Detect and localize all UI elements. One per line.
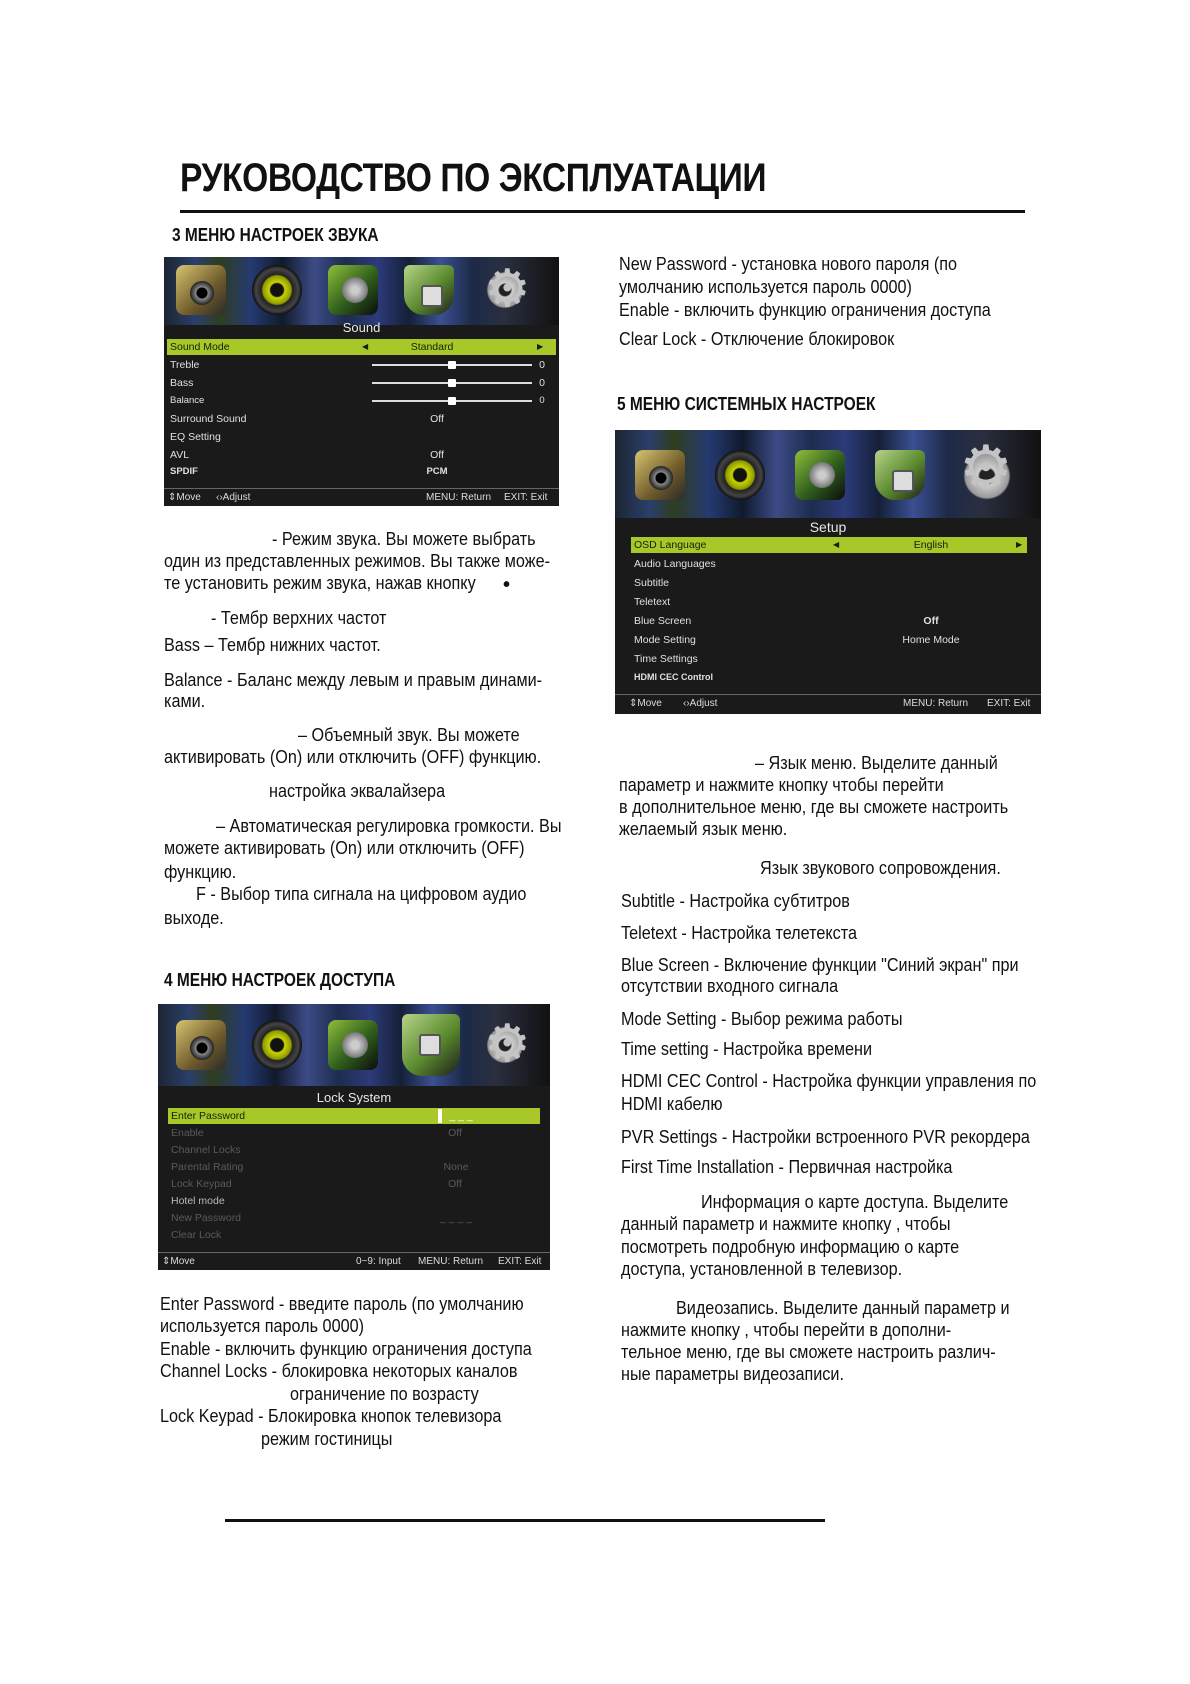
menu-row-blue-screen: Blue Screen Off [634,615,939,627]
menu-icon-bar [158,1004,550,1086]
setup-gear-icon [480,265,530,315]
menu-row-bass: Bass 0 [170,377,545,389]
menu-footer: ⇕ Move 0~9: Input MENU: Return EXIT: Exit [158,1252,550,1270]
menu-row-enter-password: Enter Password _ _ _ [168,1108,540,1124]
menu-row-enable: Enable Off [171,1127,462,1139]
menu-icon-bar [164,257,559,325]
menu-row-mode-setting: Mode Setting Home Mode [634,634,960,646]
surround-text-2: активировать (On) или отключить (OFF) функцию. [164,747,542,767]
footer-divider [225,1519,825,1522]
menu-row-osd-language: OSD Language ◀ English ▶ [631,537,1027,553]
channel-icon [328,265,378,315]
menu-row-sound-mode: Sound Mode ◀ Standard ▶ [167,339,556,355]
osd-language-text: – Язык меню. Выделите данный [755,753,998,773]
menu-row-new-password: New Password _ _ _ _ [171,1212,473,1224]
mode-setting-text: Mode Setting - Выбор режима работы [621,1009,903,1029]
channel-locks-text: Channel Locks - блокировка некоторых каналов [160,1361,518,1381]
menu-row-teletext: Teletext [634,596,671,608]
header-divider [180,210,1025,213]
avl-text-3: функцию. [164,862,237,882]
lock-menu-screenshot [158,1004,550,1270]
blue-screen-text: Blue Screen - Включение функции "Синий экран" при [621,955,1019,975]
osd-language-text-3: в дополнительное меню, где вы сможете настроить [619,797,1009,817]
setup-gear-icon [955,444,1019,508]
avl-text: – Автоматическая регулировка громкости. Вы [216,816,562,836]
menu-row-parental-rating: Parental Rating None [171,1161,469,1173]
menu-footer: ⇕ Move ‹› Adjust MENU: Return EXIT: Exit [615,694,1041,714]
pvr-text-3: тельное меню, где вы сможете настроить различ- [621,1342,996,1362]
enter-password-text: Enter Password - введите пароль (по умолчанию [160,1294,524,1314]
spdif-text-2: выходе. [164,908,224,928]
menu-row-avl: AVL Off [170,449,444,461]
channel-icon [328,1020,378,1070]
menu-row-clear-lock: Clear Lock [171,1229,222,1241]
menu-row-balance: Balance 0 [170,395,545,406]
avl-text-2: можете активировать (On) или отключить (OFF) [164,838,525,858]
pvr-text: Видеозапись. Выделите данный параметр и [676,1298,1010,1318]
balance-text-2: ками. [164,691,206,711]
picture-icon [176,1020,226,1070]
page-title: РУКОВОДСТВО ПО ЭКСПЛУАТАЦИИ [180,156,767,200]
pvr-settings-text: PVR Settings - Настройки встроенного PVR рекордера [621,1127,1030,1147]
blue-screen-text-2: отсутствии входного сигнала [621,976,839,996]
menu-row-lock-keypad: Lock Keypad Off [171,1178,462,1190]
menu-row-hotel-mode: Hotel mode [171,1195,225,1207]
menu-row-audio-languages: Audio Languages [634,558,716,570]
section-3-heading: 3 МЕНЮ НАСТРОЕК ЗВУКА [172,225,379,245]
menu-title: Sound [342,320,381,335]
ci-info-text-4: доступа, установленной в телевизор. [621,1259,903,1279]
sound-mode-text-2: один из представленных режимов. Вы также може- [164,551,550,571]
audio-languages-text: Язык звукового сопровождения. [760,858,1001,878]
sound-menu-screenshot [164,257,559,506]
first-time-installation-text: First Time Installation - Первичная настройка [621,1157,953,1177]
menu-row-time-settings: Time Settings [634,653,698,665]
ci-info-text: Информация о карте доступа. Выделите [701,1192,1009,1212]
enable-text-right: Enable - включить функцию ограничения доступа [619,300,991,320]
lock-icon [404,265,454,315]
picture-icon [635,450,685,500]
bass-text: Bass – Тембр нижних частот. [164,635,381,655]
bullet-dot: • [503,574,511,596]
teletext-text: Teletext - Настройка телетекста [621,923,857,943]
treble-text: - Тембр верхних частот [211,608,387,628]
sound-icon [715,450,765,500]
enter-password-text-2: используется пароль 0000) [160,1316,364,1336]
enable-text: Enable - включить функцию ограничения доступа [160,1339,532,1359]
hdmi-cec-text: HDMI CEC Control - Настройка функции управления по [621,1071,1037,1091]
hdmi-cec-text-2: HDMI кабелю [621,1094,723,1114]
osd-language-text-2: параметр и нажмите кнопку чтобы перейти [619,775,944,795]
lock-icon [402,1014,460,1076]
menu-row-channel-locks: Channel Locks [171,1144,241,1156]
section-4-heading: 4 МЕНЮ НАСТРОЕК ДОСТУПА [164,970,396,990]
ci-info-text-2: данный параметр и нажмите кнопку , чтобы [621,1214,951,1234]
osd-language-text-4: желаемый язык меню. [619,819,788,839]
parental-rating-text: ограничение по возрасту [290,1384,479,1404]
new-password-text-2: умолчанию используется пароль 0000) [619,277,912,297]
setup-menu-screenshot [615,430,1041,714]
spdif-text: F - Выбор типа сигнала на цифровом аудио [196,884,527,904]
setup-gear-icon [480,1020,530,1070]
menu-title: Setup [809,519,847,535]
menu-footer: ⇕ Move ‹› Adjust MENU: Return EXIT: Exit [164,488,559,506]
menu-title: Lock System [316,1090,392,1105]
lock-icon [875,450,925,500]
ci-info-text-3: посмотреть подробную информацию о карте [621,1237,960,1257]
menu-row-hdmi-cec: HDMI CEC Control [634,672,713,682]
clear-lock-text: Clear Lock - Отключение блокировок [619,329,895,349]
lock-keypad-text: Lock Keypad - Блокировка кнопок телевизора [160,1406,502,1426]
menu-row-eq-setting: EQ Setting [170,431,221,443]
time-setting-text: Time setting - Настройка времени [621,1039,873,1059]
new-password-text: New Password - установка нового пароля (по [619,254,958,274]
sound-icon [252,265,302,315]
sound-mode-text: - Режим звука. Вы можете выбрать [272,529,536,549]
menu-row-surround-sound: Surround Sound Off [170,413,444,425]
subtitle-text: Subtitle - Настройка субтитров [621,891,850,911]
surround-text: – Объемный звук. Вы можете [298,725,520,745]
sound-mode-text-3: те установить режим звука, нажав кнопку [164,573,476,593]
menu-row-treble: Treble 0 [170,359,545,371]
pvr-text-4: ные параметры видеозаписи. [621,1364,844,1384]
channel-icon [795,450,845,500]
menu-row-spdif: SPDIF PCM [170,466,448,477]
pvr-text-2: нажмите кнопку , чтобы перейти в дополни- [621,1320,952,1340]
picture-icon [176,265,226,315]
balance-text: Balance - Баланс между левым и правым динами- [164,670,543,690]
eq-text: настройка эквалайзера [269,781,446,801]
section-5-heading: 5 МЕНЮ СИСТЕМНЫХ НАСТРОЕК [617,394,876,414]
menu-icon-bar [615,430,1041,518]
menu-row-subtitle: Subtitle [634,577,670,589]
sound-icon [252,1020,302,1070]
hotel-mode-text: режим гостиницы [261,1429,393,1449]
